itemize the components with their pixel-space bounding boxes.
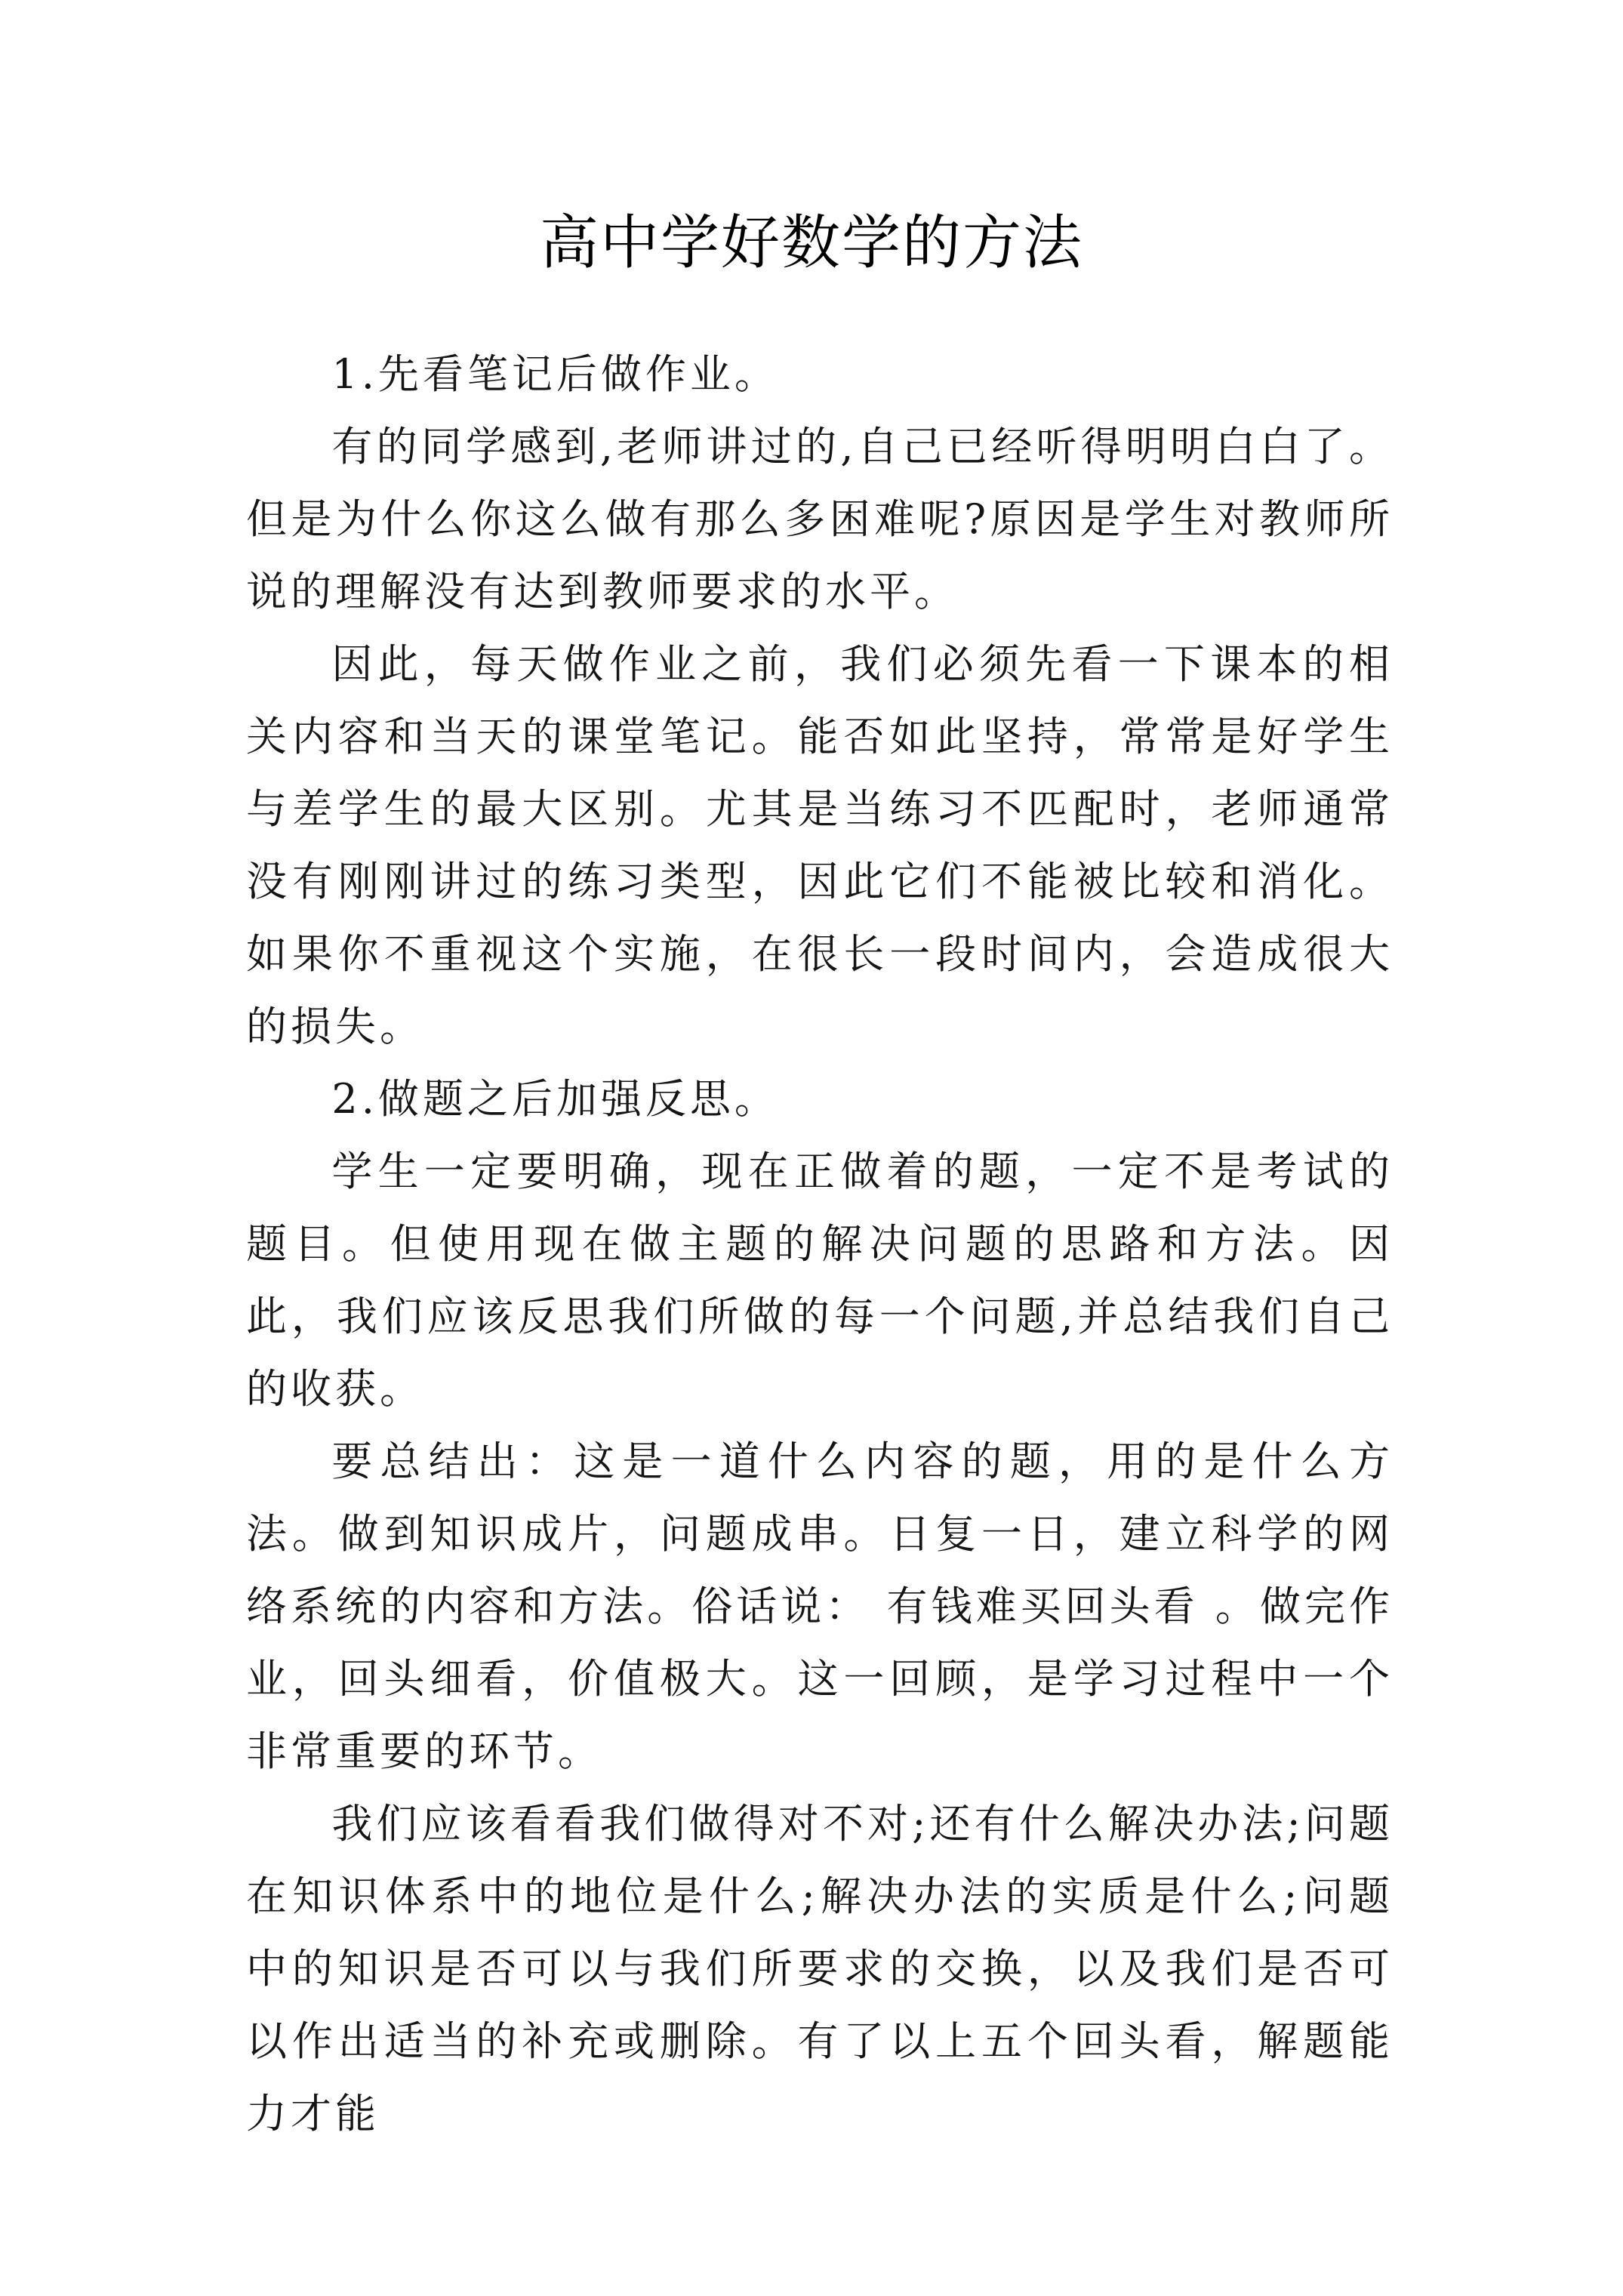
paragraph: 有的同学感到,老师讲过的,自己已经听得明明白白了。但是为什么你这么做有那么多困难呢?原因是学生对教师所说的理解没有达到教师要求的水平。 (246, 423, 1394, 615)
paragraph: 因此，每天做作业之前，我们必须先看一下课本的相关内容和当天的课堂笔记。能否如此坚持，常常是好学生与差学生的最大区别。尤其是当练习不匹配时，老师通常没有刚刚讲过的练习类型，因此它们不能被比较和消化。如果你不重视这个实施，在很长一段时间内，会造成很大的损失。 (246, 640, 1394, 1050)
paragraph: 要总结出：这是一道什么内容的题，用的是什么方法。做到知识成片，问题成串。日复一日，建立科学的网络系统的内容和方法。俗话说： 有钱难买回头看 。做完作业，回头细看，价值极大。这一回顾，是学习过程中一个非常重要的环节。 (246, 1438, 1394, 1775)
section-heading-1: 1.先看笔记后做作业。 (331, 350, 779, 398)
paragraph: 我们应该看看我们做得对不对;还有什么解决办法;问题在知识体系中的地位是什么;解决办法的实质是什么;问题中的知识是否可以与我们所要求的交换，以及我们是否可以作出适当的补充或删除。有了以上五个回头看，解题能力才能 (246, 1800, 1394, 2137)
section-heading-2: 2.做题之后加强反思。 (331, 1075, 779, 1123)
document-body (246, 338, 1394, 2150)
document-title: 高中学好数学的方法 (539, 209, 1083, 277)
paragraph: 学生一定要明确，现在正做着的题，一定不是考试的题目。但使用现在做主题的解决问题的思路和方法。因此，我们应该反思我们所做的每一个问题,并总结我们自己的收获。 (246, 1148, 1394, 1413)
